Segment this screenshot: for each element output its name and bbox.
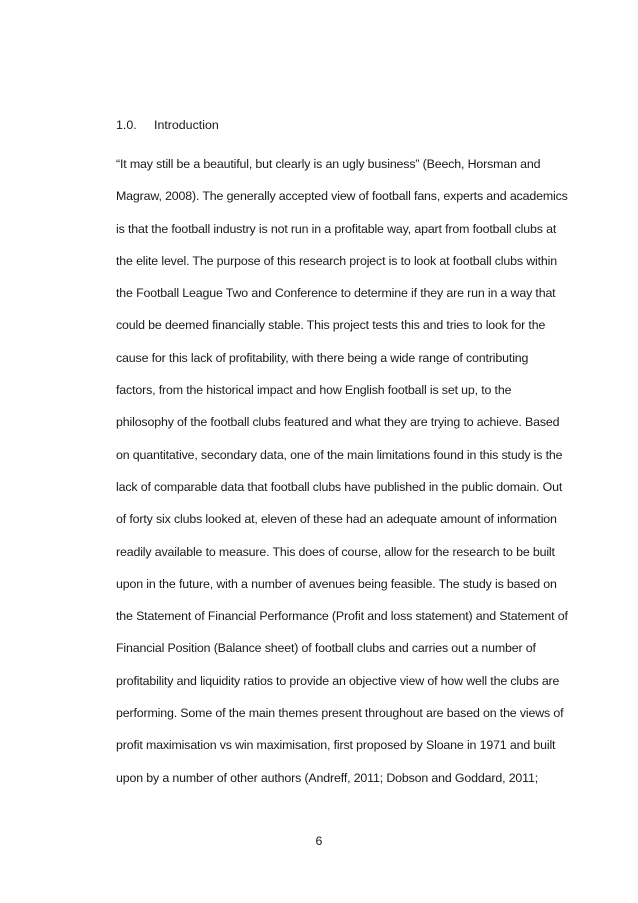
- text-line: of forty six clubs looked at, eleven of these had an adequate amount of information: [116, 512, 557, 527]
- text-line: the elite level. The purpose of this research project is to look at football clubs within: [116, 253, 557, 268]
- text-line: upon in the future, with a number of avenues being feasible. The study is based on: [116, 576, 557, 591]
- text-line: cause for this lack of profitability, with there being a wide range of contributing: [116, 350, 529, 365]
- text-line: factors, from the historical impact and how English football is set up, to the: [116, 383, 512, 398]
- text-line: the Statement of Financial Performance (Profit and loss statement) and Statement of: [116, 609, 568, 624]
- text-line: could be deemed financially stable. This project tests this and tries to look for the: [116, 318, 546, 333]
- text-line: profit maximisation vs win maximisation, first proposed by Sloane in 1971 and built: [116, 738, 556, 753]
- text-line: on quantitative, secondary data, one of the main limitations found in this study is the: [116, 447, 563, 462]
- section-title: Introduction: [154, 118, 219, 132]
- page-number: 6: [315, 834, 323, 848]
- text-line: is that the football industry is not run in a profitable way, apart from football clubs at: [116, 221, 557, 236]
- text-line: philosophy of the football clubs featured and what they are trying to achieve. Based: [116, 415, 560, 430]
- body-paragraph: [116, 156, 568, 802]
- text-line: lack of comparable data that football clubs have published in the public domain. Out: [116, 479, 563, 494]
- text-line: profitability and liquidity ratios to provide an objective view of how well the clubs are: [116, 673, 560, 688]
- section-heading: [116, 117, 219, 133]
- text-line: Financial Position (Balance sheet) of football clubs and carries out a number of: [116, 641, 536, 656]
- text-line: the Football League Two and Conference to determine if they are run in a way that: [116, 286, 556, 301]
- text-line: readily available to measure. This does of course, allow for the research to be built: [116, 544, 555, 559]
- text-line: Magraw, 2008). The generally accepted view of football fans, experts and academics: [116, 189, 568, 204]
- text-line: “It may still be a beautiful, but clearly is an ugly business” (Beech, Horsman and: [116, 157, 541, 171]
- section-number: 1.0.: [116, 118, 137, 132]
- text-line: upon by a number of other authors (Andreff, 2011; Dobson and Goddard, 2011;: [116, 770, 539, 785]
- text-line: performing. Some of the main themes present throughout are based on the views of: [116, 706, 564, 721]
